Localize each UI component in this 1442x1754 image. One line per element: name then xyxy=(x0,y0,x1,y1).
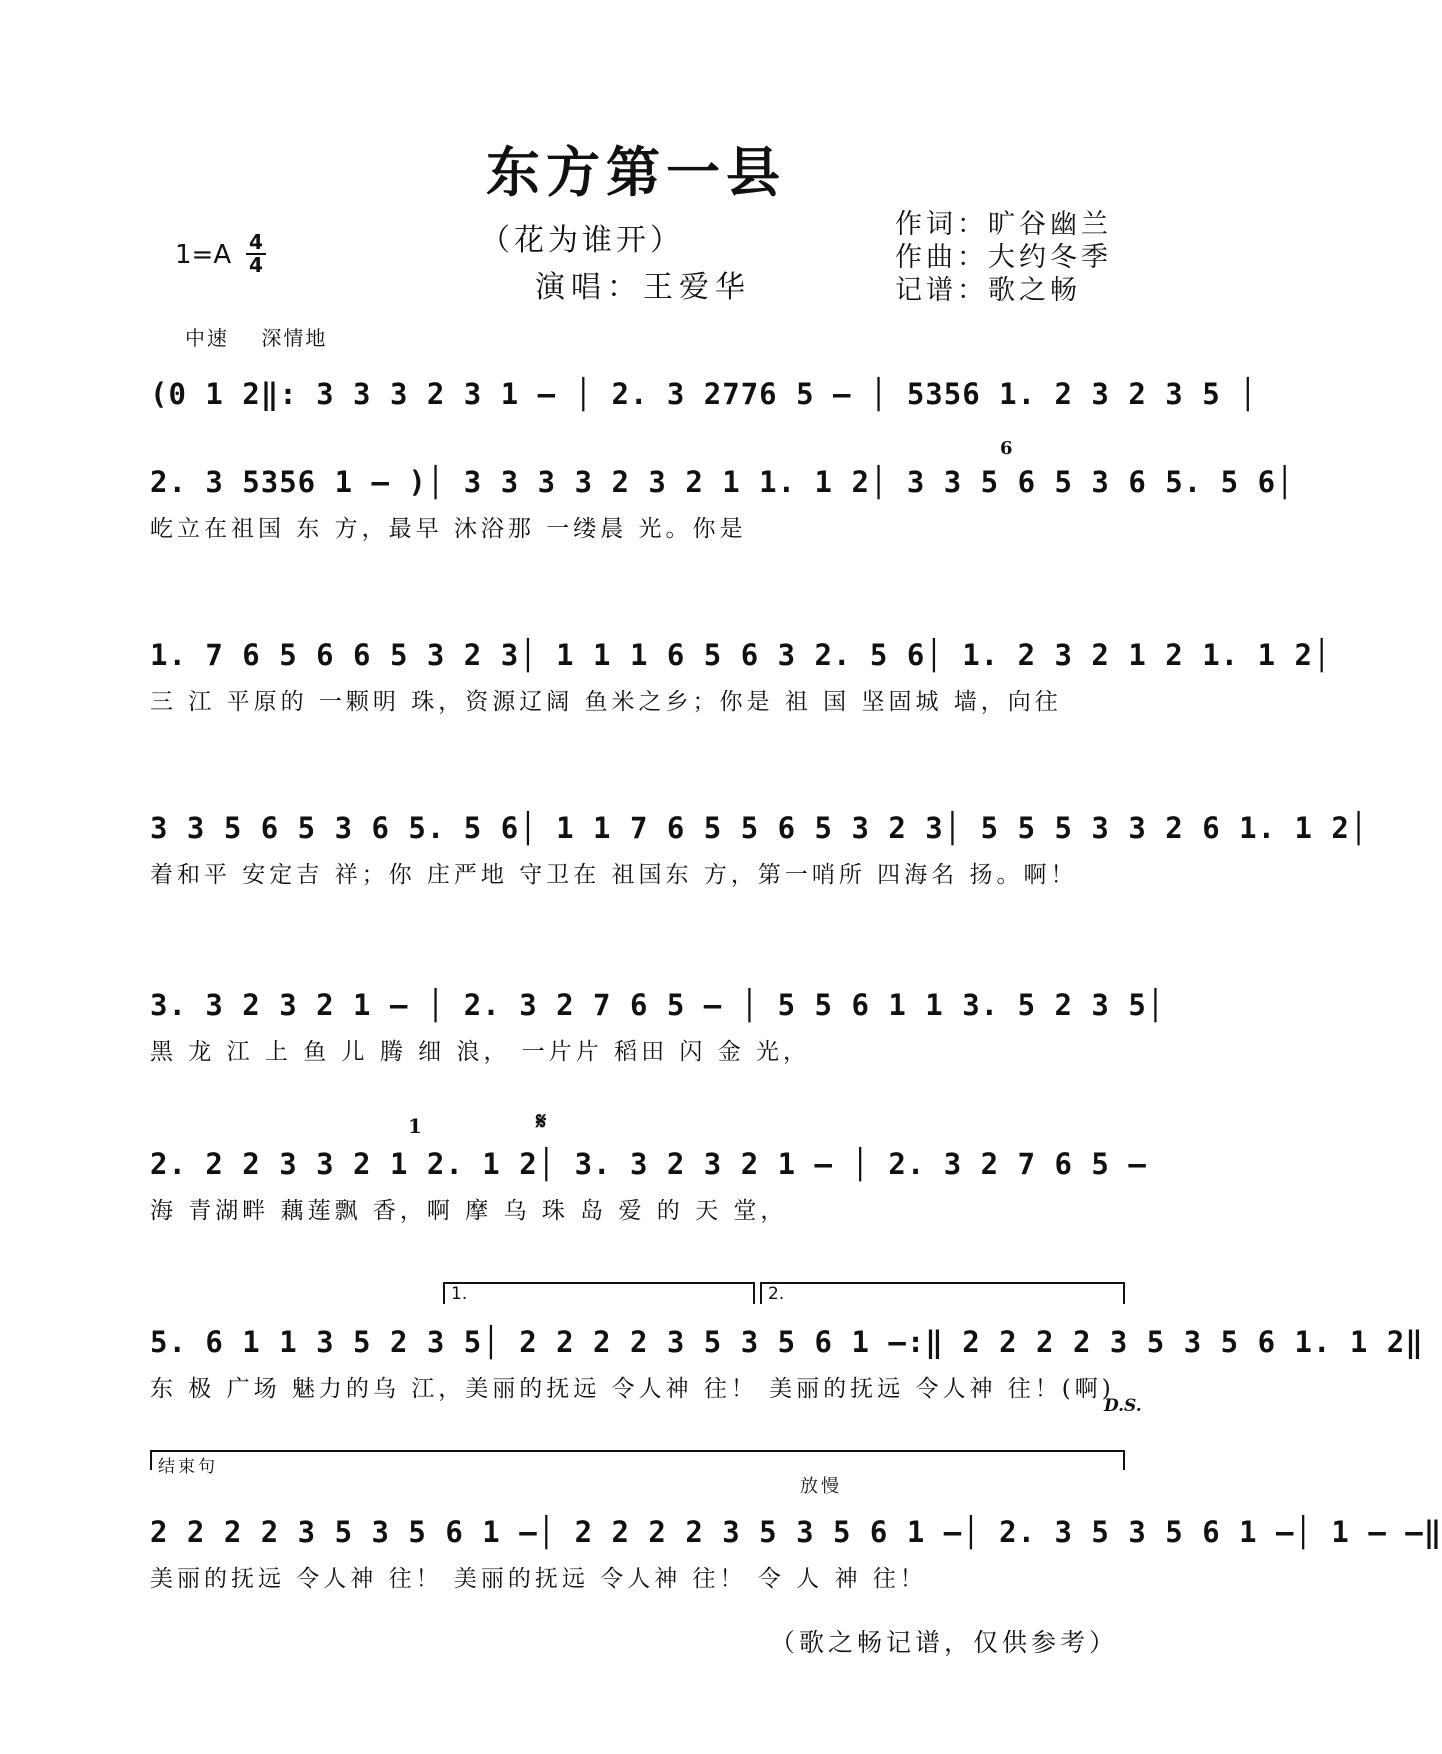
notation-line: 3. 3 2 3 2 1 – │ 2. 3 2 7 6 5 – │ 5 5 6 1 1 3. 5 2 3 5│ xyxy=(150,988,1166,1022)
song-subtitle: （花为谁开） xyxy=(480,223,684,258)
transcription-note: （歌之畅记谱，仅供参考） xyxy=(770,1628,1119,1657)
notation-line: 2. 3 5356 1 – )│ 3 3 3 3 2 3 2 1 1. 1 2│ 3 3 5 6 5 3 6 5. 5 6│ xyxy=(150,465,1295,499)
notation-line: 2 2 2 2 3 5 3 5 6 1 –│ 2 2 2 2 3 5 3 5 6 1 –│ 2. 3 5 3 5 6 1 –│ 1 – –‖ xyxy=(150,1515,1442,1549)
grace-note-one: 1 xyxy=(408,1114,422,1138)
volta-second-ending: 2. xyxy=(760,1282,1125,1304)
notation-line: 3 3 5 6 5 3 6 5. 5 6│ 1 1 7 6 5 5 6 5 3 2 3│ 5 5 5 3 3 2 6 1. 1 2│ xyxy=(150,811,1369,845)
notation-line: (0 1 2‖: 3 3 3 2 3 1 – │ 2. 3 2776 5 – │ 5356 1. 2 3 2 3 5 │ xyxy=(150,377,1258,411)
tempo-speed: 中速 xyxy=(185,326,229,350)
time-signature-bottom: 4 xyxy=(249,253,263,277)
tempo-mood: 深情地 xyxy=(261,326,328,350)
lyrics-line: 屹立在祖国 东 方，最早 沐浴那 一缕晨 光。你是 xyxy=(150,516,747,542)
time-signature xyxy=(246,232,266,276)
lyrics-line: 黑 龙 江 上 鱼 儿 腾 细 浪， 一片片 稻田 闪 金 光， xyxy=(150,1039,811,1065)
credits-block xyxy=(895,208,1112,307)
lyrics-line: 东 极 广场 魅力的乌 江，美丽的抚远 令人神 往！ 美丽的抚远 令人神 往！(啊) xyxy=(150,1376,1115,1402)
notation-line: 5. 6 1 1 3 5 2 3 5│ 2 2 2 2 3 5 3 5 6 1 –:‖ 2 2 2 2 3 5 3 5 6 1. 1 2‖ xyxy=(150,1325,1424,1359)
ending-section-label: 结束句 xyxy=(150,1450,1125,1470)
lyrics-line: 美丽的抚远 令人神 往！ 美丽的抚远 令人神 往！ 令 人 神 往！ xyxy=(150,1566,927,1592)
song-title: 东方第一县 xyxy=(486,140,786,204)
grace-note-six: 6 xyxy=(1000,438,1013,459)
lyrics-line: 着和平 安定吉 祥；你 庄严地 守卫在 祖国东 方，第一哨所 四海名 扬。啊！ xyxy=(150,862,1078,888)
singer-credit: 演唱：王爱华 xyxy=(535,270,751,305)
slowdown-mark: 放慢 xyxy=(800,1476,842,1497)
dal-segno-mark: D.S. xyxy=(1104,1396,1142,1416)
composer-credit: 作曲：大约冬季 xyxy=(895,242,1112,273)
segno-sign: 𝄋 xyxy=(536,1106,547,1135)
lyrics-line: 三 江 平原的 一颗明 珠，资源辽阔 鱼米之乡；你是 祖 国 坚固城 墙，向往 xyxy=(150,689,1062,715)
lyricist-credit: 作词：旷谷幽兰 xyxy=(895,209,1112,240)
notation-credit: 记谱：歌之畅 xyxy=(895,275,1081,306)
notation-line: 1. 7 6 5 6 6 5 3 2 3│ 1 1 1 6 5 6 3 2. 5 6│ 1. 2 3 2 1 2 1. 1 2│ xyxy=(150,638,1332,672)
notation-line: 2. 2 2 3 3 2 1 2. 1 2│ 3. 3 2 3 2 1 – │ 2. 3 2 7 6 5 – xyxy=(150,1147,1147,1181)
time-signature-top: 4 xyxy=(249,230,263,254)
key-signature: 1=A xyxy=(175,240,232,270)
volta-first-ending: 1. xyxy=(443,1282,755,1304)
tempo-marking xyxy=(185,322,351,351)
lyrics-line: 海 青湖畔 藕莲飘 香，啊 摩 乌 珠 岛 爱 的 天 堂， xyxy=(150,1198,788,1224)
